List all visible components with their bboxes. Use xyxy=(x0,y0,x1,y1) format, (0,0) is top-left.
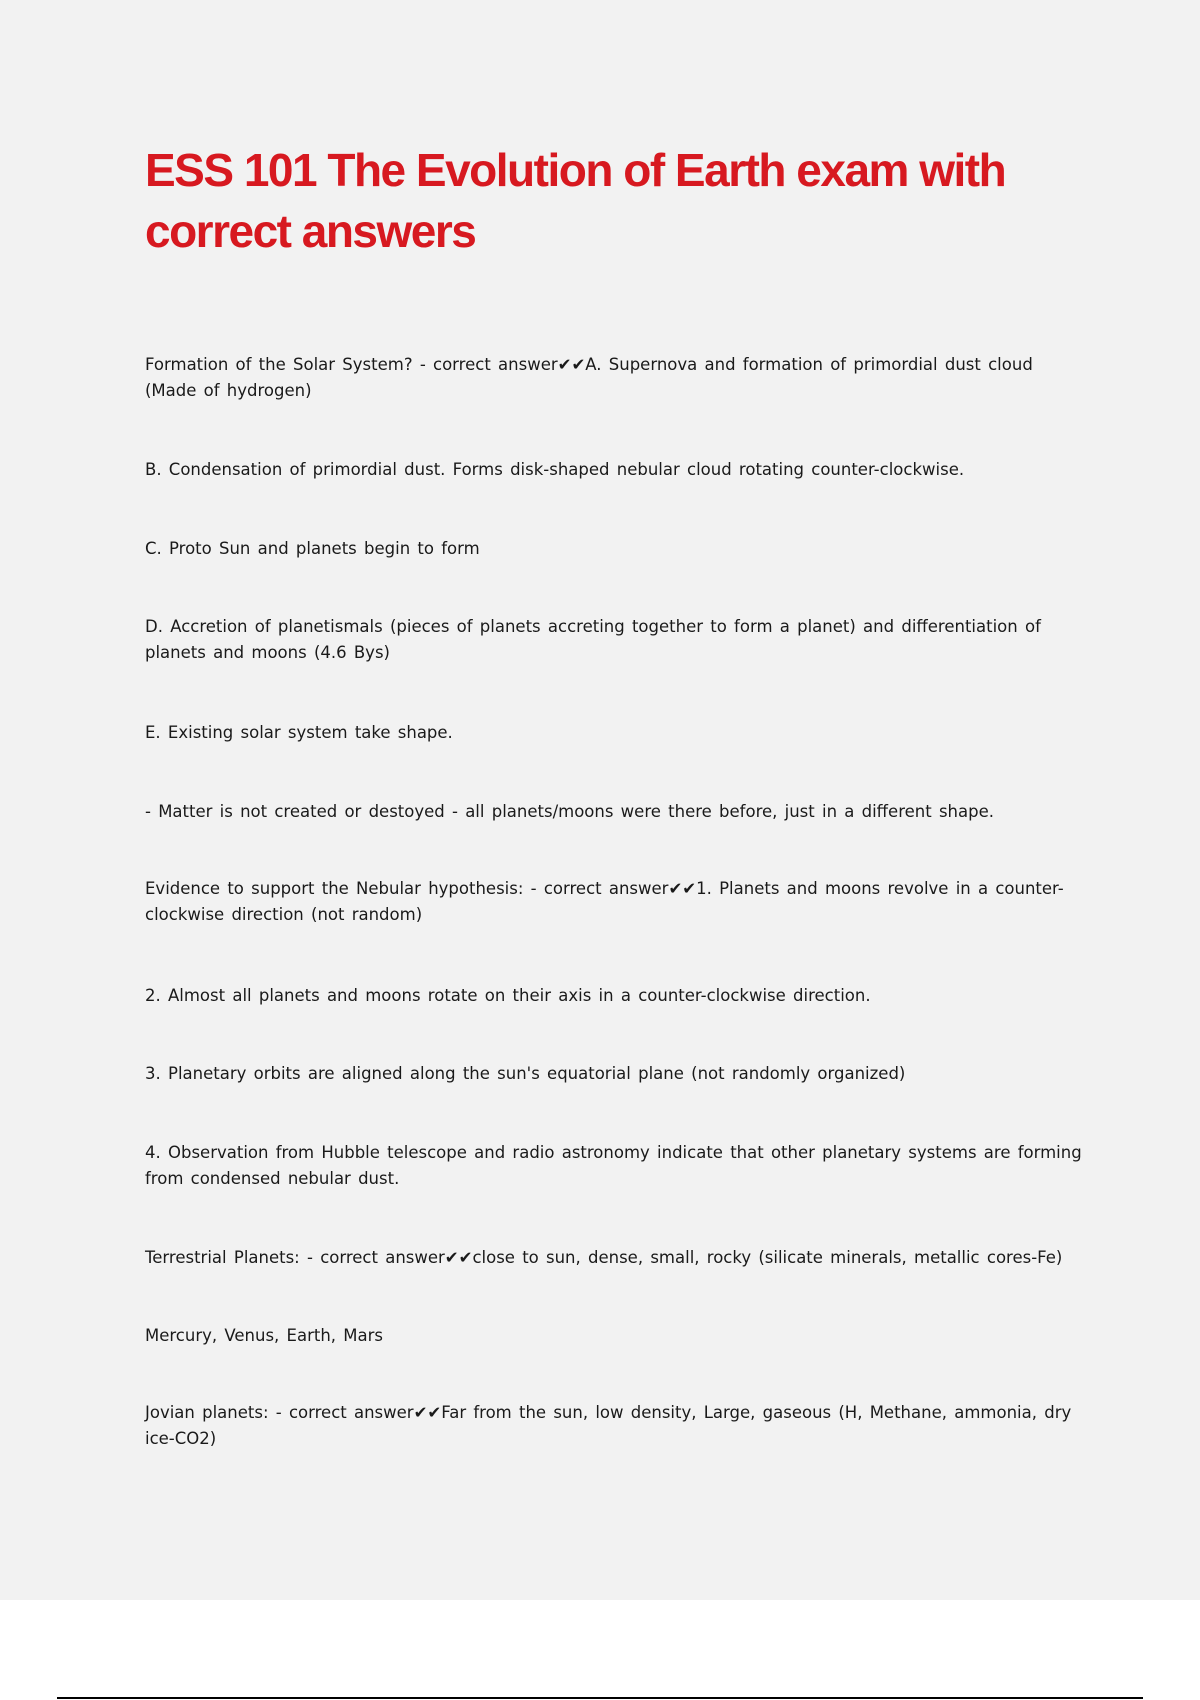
qa-paragraph: Jovian planets: - correct answer✔✔Far from the sun, low density, Large, gaseous (H, Methane, ammonia, dry ice-CO2) xyxy=(145,1403,1072,1448)
document-title: ESS 101 The Evolution of Earth exam with correct answers xyxy=(145,144,1006,257)
qa-paragraph: Formation of the Solar System? - correct answer✔✔A. Supernova and formation of primordial dust cloud (Made of hydrogen) xyxy=(145,355,1033,400)
qa-paragraph: Evidence to support the Nebular hypothesis: - correct answer✔✔1. Planets and moons revolve in a counter-clockwise direction (not random) xyxy=(145,879,1064,924)
qa-paragraph: C. Proto Sun and planets begin to form xyxy=(145,539,480,558)
qa-paragraph: Terrestrial Planets: - correct answer✔✔close to sun, dense, small, rocky (silicate minerals, metallic cores-Fe) xyxy=(145,1248,1063,1267)
qa-paragraph: 3. Planetary orbits are aligned along the sun's equatorial plane (not randomly organized) xyxy=(145,1064,906,1083)
qa-paragraph: D. Accretion of planetismals (pieces of planets accreting together to form a planet) and differentiation of planets and moons (4.6 Bys) xyxy=(145,617,1041,662)
qa-paragraph: 4. Observation from Hubble telescope and radio astronomy indicate that other planetary systems are forming from condensed nebular dust. xyxy=(145,1143,1082,1188)
qa-paragraph: Mercury, Venus, Earth, Mars xyxy=(145,1326,383,1345)
qa-paragraph: - Matter is not created or destoyed - all planets/moons were there before, just in a different shape. xyxy=(145,802,994,821)
qa-paragraph: E. Existing solar system take shape. xyxy=(145,723,453,742)
qa-paragraph: 2. Almost all planets and moons rotate on their axis in a counter-clockwise direction. xyxy=(145,986,871,1005)
qa-paragraph: B. Condensation of primordial dust. Forms disk-shaped nebular cloud rotating counter-clockwise. xyxy=(145,460,965,479)
footer-divider xyxy=(57,1697,1143,1699)
